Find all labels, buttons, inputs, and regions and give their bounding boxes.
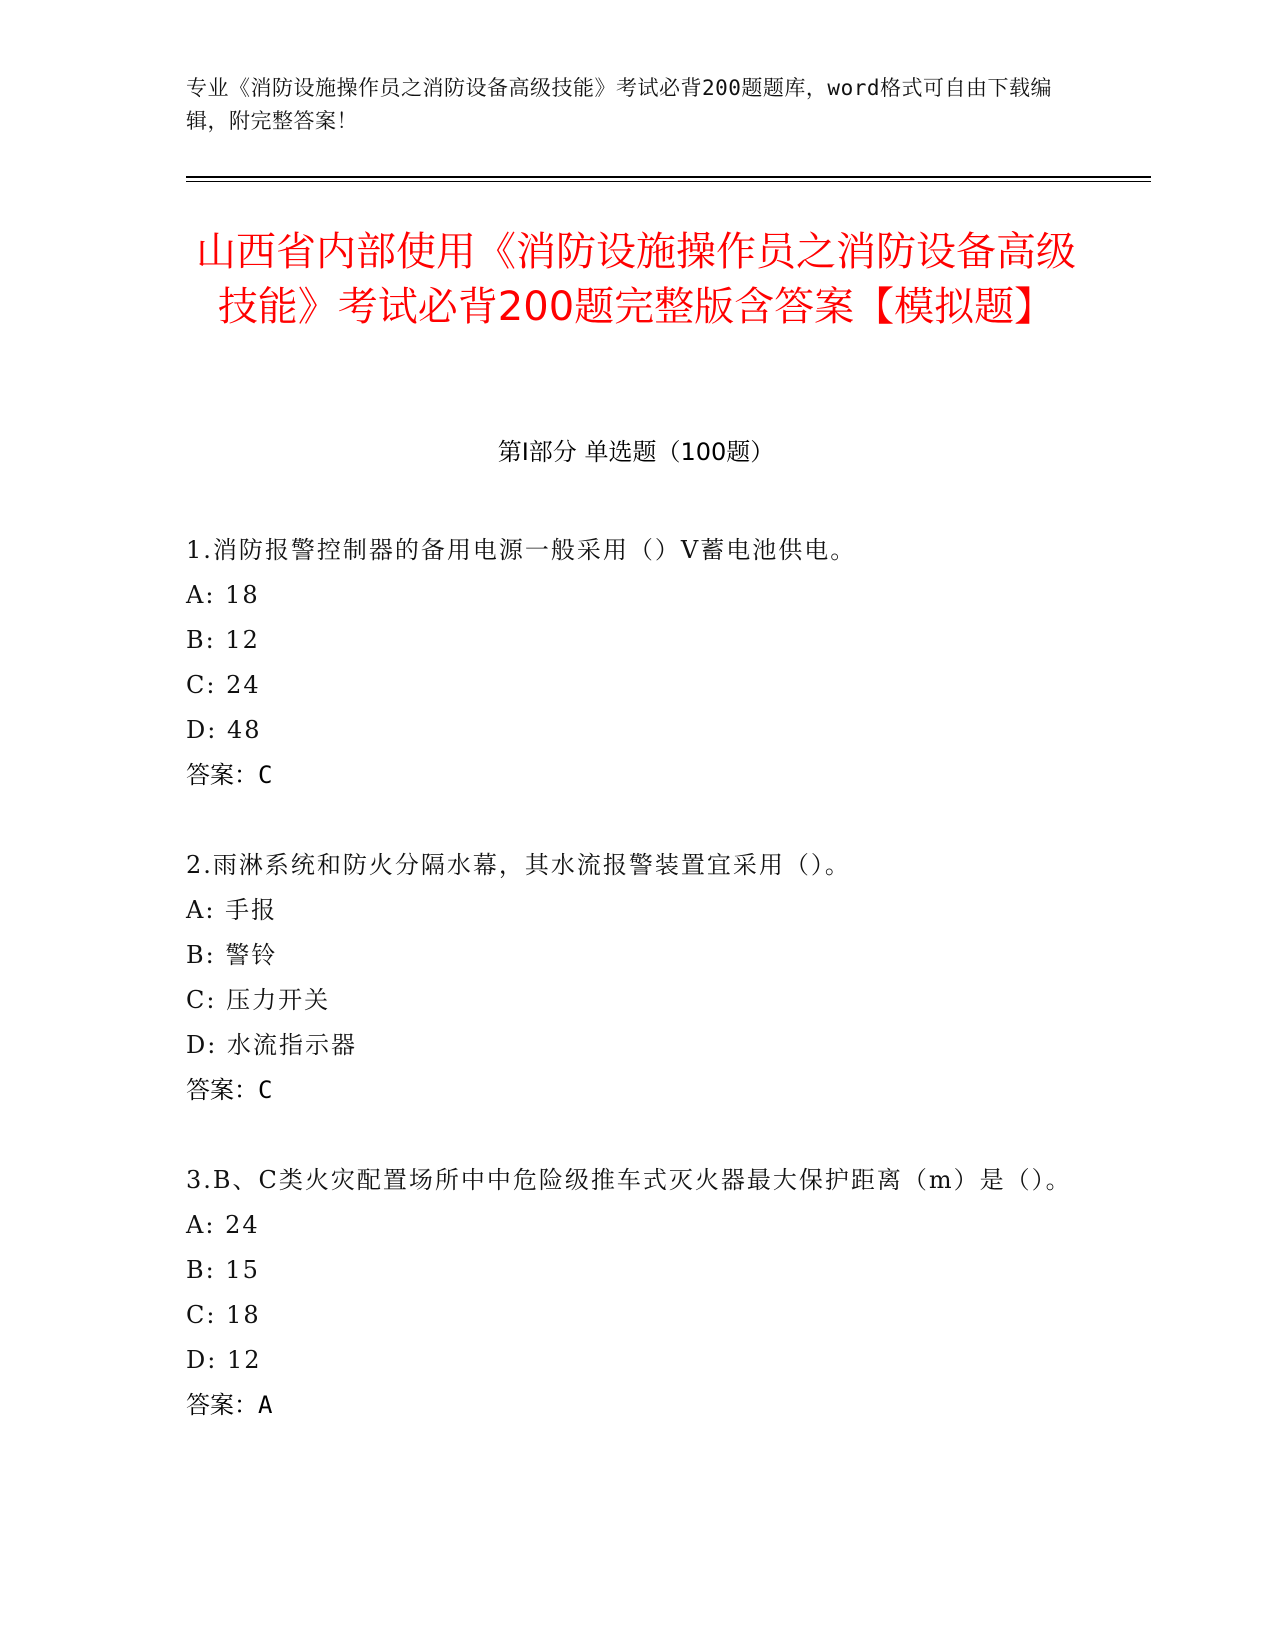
option-label: B: <box>186 1256 216 1284</box>
option-a <box>186 888 1086 933</box>
document-title: 山西省内部使用《消防设施操作员之消防设备高级技能》考试必背200题完整版含答案【模拟题】 <box>196 229 1076 330</box>
question-stem: 2.雨淋系统和防火分隔水幕，其水流报警装置宜采用（）。 <box>186 851 851 879</box>
option-b <box>186 933 1086 978</box>
answer-value: A <box>258 1391 273 1419</box>
question-item <box>186 843 1086 1113</box>
option-text: 18 <box>226 1301 261 1329</box>
option-text: 水流指示器 <box>226 1031 357 1059</box>
option-label: D: <box>186 1031 218 1059</box>
answer-line <box>186 1383 1086 1428</box>
option-label: D: <box>186 1346 218 1374</box>
option-text: 48 <box>226 716 262 744</box>
option-label: C: <box>186 671 217 699</box>
answer-label: 答案： <box>186 761 258 789</box>
section-heading: 第Ⅰ部分 单选题（100题） <box>497 438 775 466</box>
option-d <box>186 1023 1086 1068</box>
answer-label: 答案： <box>186 1391 258 1419</box>
header-divider-thin <box>186 181 1151 182</box>
option-c <box>186 663 1086 708</box>
option-label: A: <box>186 896 216 924</box>
option-text: 12 <box>225 626 260 654</box>
option-c <box>186 1293 1086 1338</box>
option-c <box>186 978 1086 1023</box>
option-a <box>186 573 1086 618</box>
option-text: 24 <box>225 1211 260 1239</box>
option-d <box>186 1338 1086 1383</box>
option-a <box>186 1203 1086 1248</box>
option-label: D: <box>186 716 218 744</box>
question-stem: 3.B、C类火灾配置场所中中危险级推车式灭火器最大保护距离（m）是（）。 <box>186 1166 1072 1194</box>
option-text: 18 <box>225 581 260 609</box>
answer-value: C <box>258 1076 273 1104</box>
option-text: 24 <box>226 671 261 699</box>
option-text: 手报 <box>225 896 278 924</box>
option-label: B: <box>186 626 216 654</box>
option-text: 警铃 <box>225 941 278 969</box>
option-label: B: <box>186 941 216 969</box>
answer-label: 答案： <box>186 1076 258 1104</box>
option-label: A: <box>186 581 216 609</box>
option-label: A: <box>186 1211 216 1239</box>
option-text: 压力开关 <box>226 986 331 1014</box>
answer-line <box>186 1068 1086 1113</box>
header-divider-thick <box>186 176 1151 178</box>
answer-value: C <box>258 761 273 789</box>
question-item <box>186 528 1086 798</box>
question-list <box>186 528 1086 1473</box>
option-d <box>186 708 1086 753</box>
option-label: C: <box>186 1301 217 1329</box>
option-b <box>186 1248 1086 1293</box>
question-item <box>186 1158 1086 1428</box>
option-label: C: <box>186 986 217 1014</box>
option-b <box>186 618 1086 663</box>
header-note: 专业《消防设施操作员之消防设备高级技能》考试必背200题题库，word格式可自由下载编辑，附完整答案！ <box>186 76 1052 133</box>
option-text: 12 <box>226 1346 262 1374</box>
option-text: 15 <box>225 1256 260 1284</box>
question-stem: 1.消防报警控制器的备用电源一般采用（）V蓄电池供电。 <box>186 536 857 564</box>
answer-line <box>186 753 1086 798</box>
